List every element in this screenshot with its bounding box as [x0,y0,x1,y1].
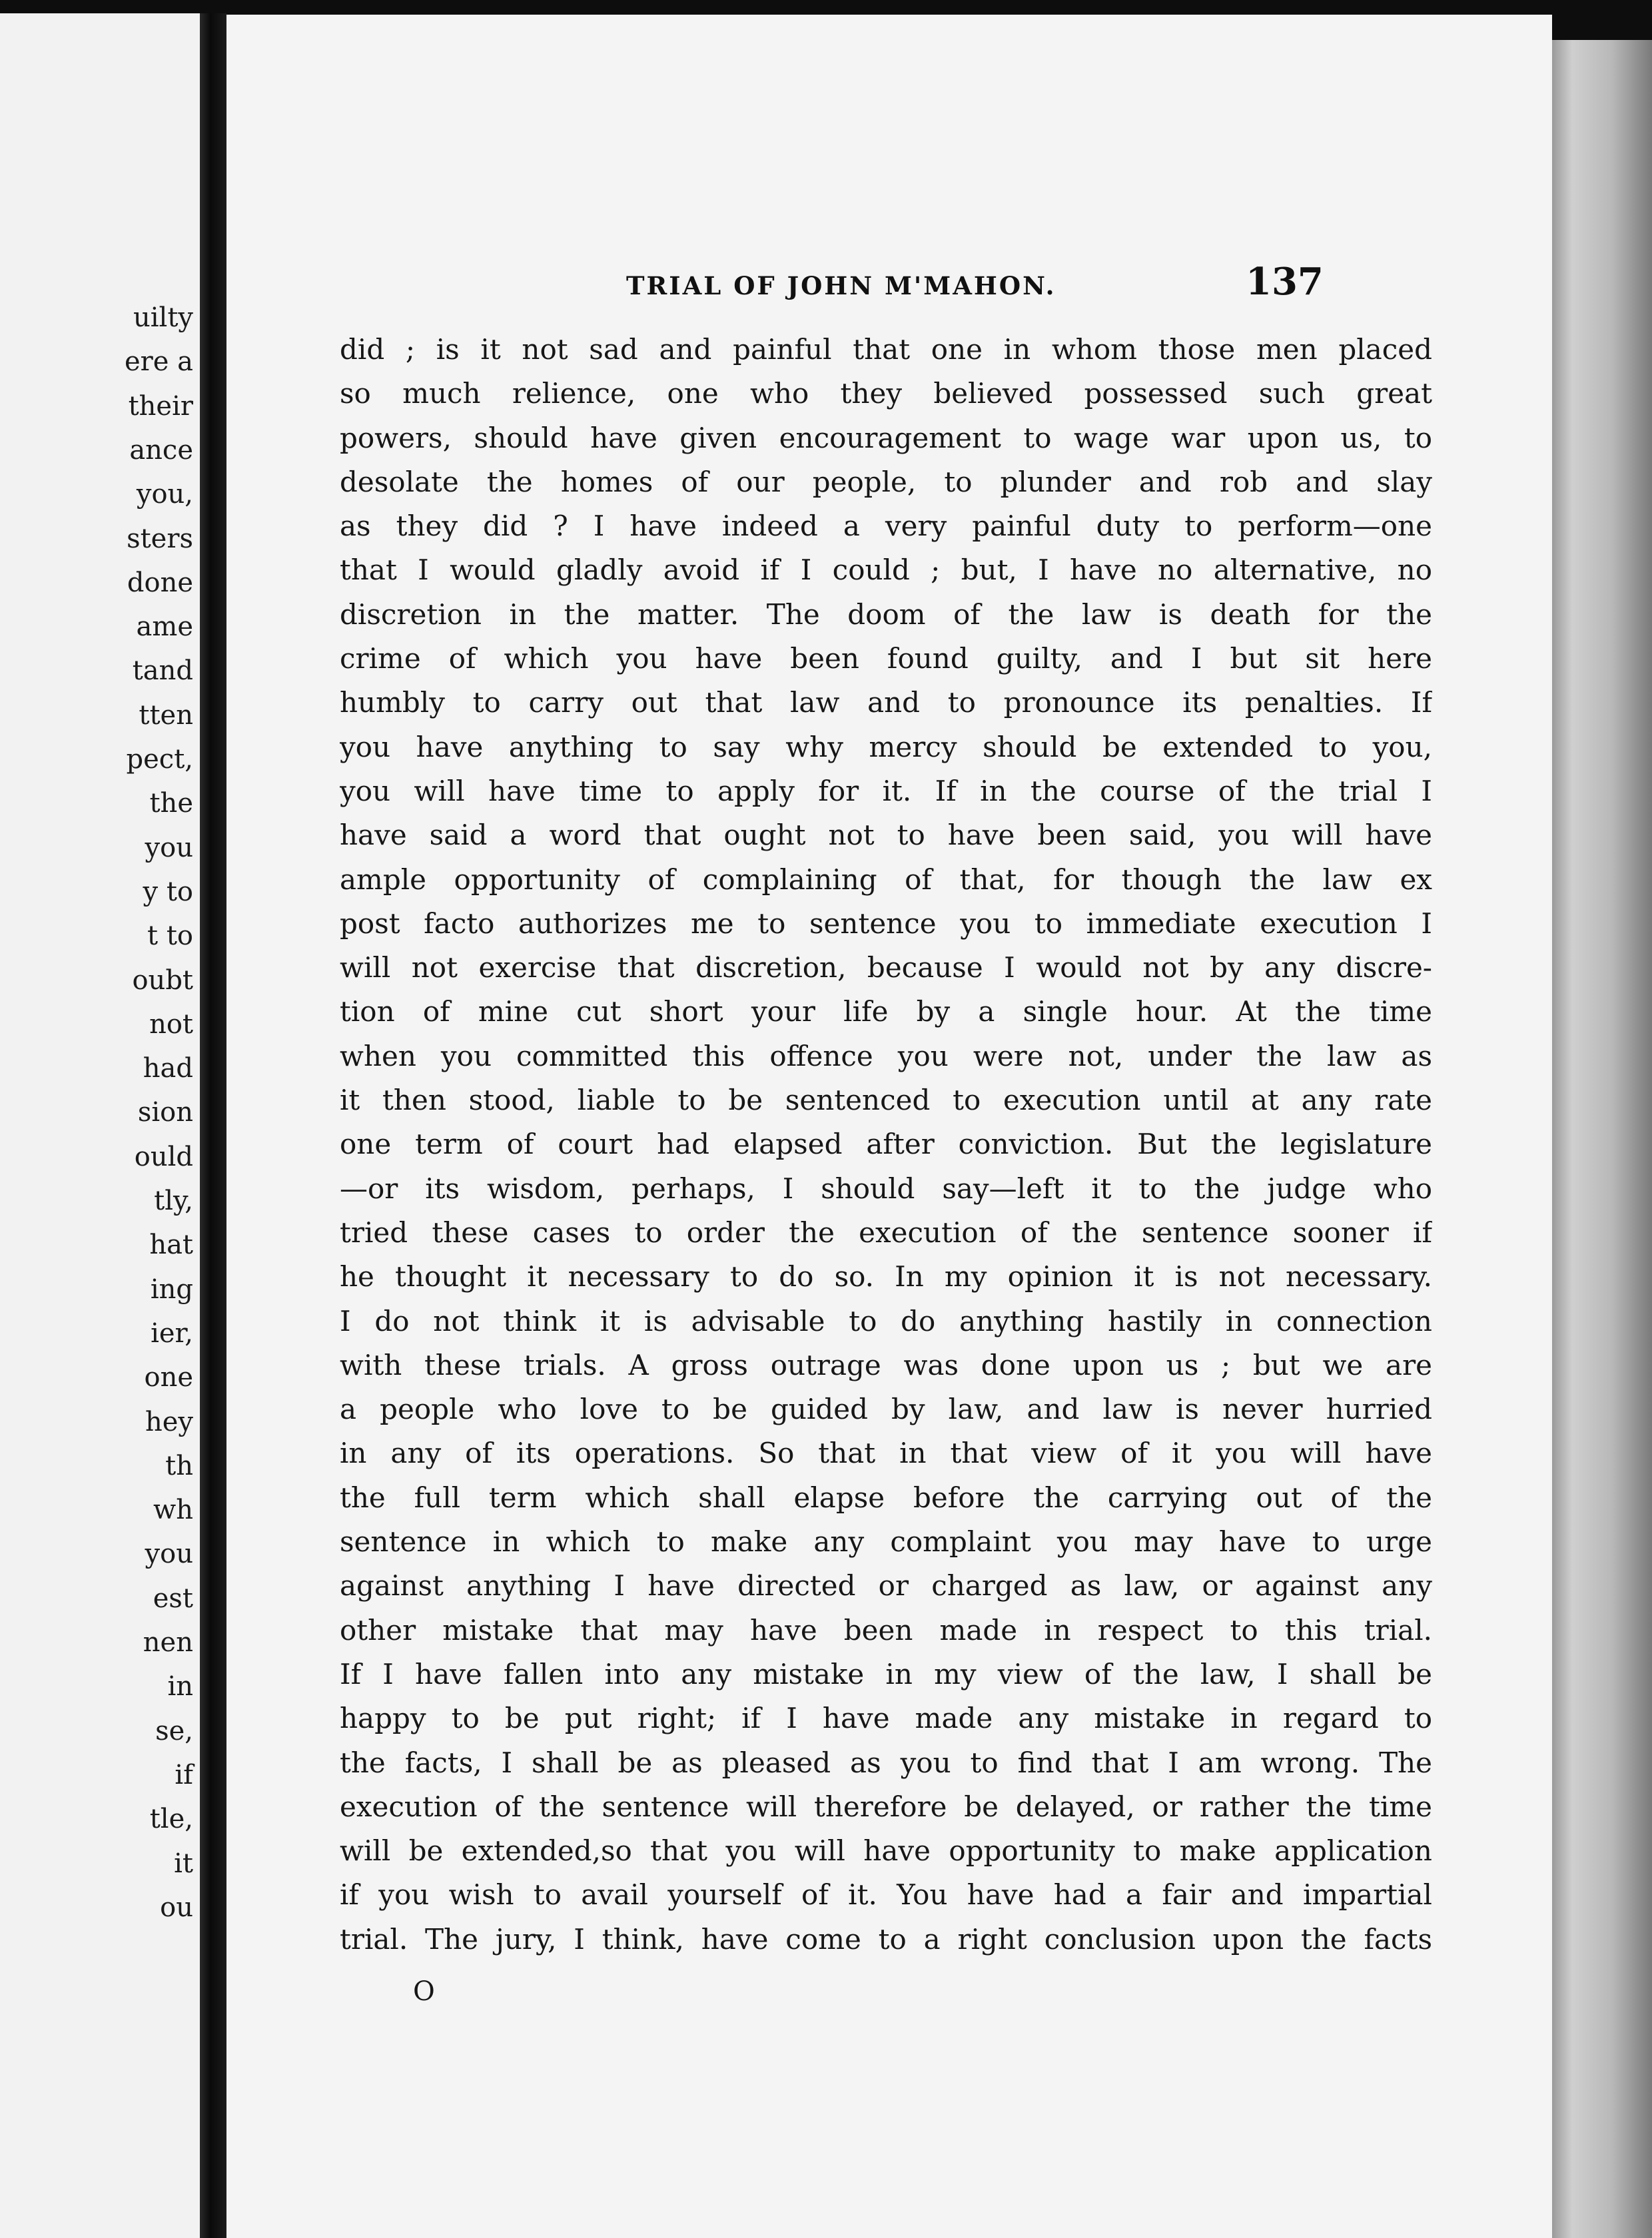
text-line: trial. The jury, I think, have come to a right conclusion upon the facts [340,1922,1432,1956]
facing-text-fragment: th [165,1450,193,1481]
facing-text-fragment: hey [145,1406,193,1437]
facing-text-fragment: sters [127,523,193,554]
facing-text-fragment: the [149,788,193,819]
facing-text-fragment: tten [139,699,193,731]
facing-text-fragment: sion [137,1097,193,1128]
facing-text-fragment: ier, [151,1317,193,1349]
facing-text-fragment: you [145,832,193,863]
facing-text-fragment: est [153,1583,193,1614]
facing-text-fragment: oubt [132,964,193,996]
text-line: that I would gladly avoid if I could ; but, I have no alternative, no [340,554,1432,587]
text-line: If I have fallen into any mistake in my view of the law, I shall be [340,1657,1432,1690]
facing-text-fragment: tand [132,655,193,687]
facing-text-fragment: if [175,1759,193,1790]
text-line: desolate the homes of our people, to plunder and rob and slay [340,465,1432,498]
text-line: —or its wisdom, perhaps, I should say—left it to the judge who [340,1172,1432,1205]
text-line: humbly to carry out that law and to pronounce its penalties. If [340,686,1432,719]
text-line: it then stood, liable to be sentenced to execution until at any rate [340,1084,1432,1117]
page-edge [1552,40,1652,2238]
text-line: ample opportunity of complaining of that, for though the law ex [340,863,1432,896]
text-line: discretion in the matter. The doom of the law is death for the [340,597,1432,631]
signature-mark: O [413,1976,435,2007]
facing-text-fragment: it [174,1848,193,1879]
text-line: when you committed this offence you were not, under the law as [340,1039,1432,1072]
facing-text-fragment: in [167,1671,193,1702]
text-line: the full term which shall elapse before the carrying out of the [340,1481,1432,1514]
text-line: the facts, I shall be as pleased as you to find that I am wrong. The [340,1746,1432,1779]
text-line: post facto authorizes me to sentence you to immediate execution I [340,907,1432,940]
text-line: sentence in which to make any complaint you may have to urge [340,1525,1432,1559]
facing-text-fragment: uilty [133,302,193,333]
text-line: against anything I have directed or charged as law, or against any [340,1569,1432,1603]
text-line: execution of the sentence will therefore be delayed, or rather the time [340,1790,1432,1823]
text-line: in any of its operations. So that in that view of it you will have [340,1437,1432,1470]
facing-text-fragment: se, [155,1715,193,1746]
page-number: 137 [1246,260,1324,304]
text-line: you have anything to say why mercy should be extended to you, [340,730,1432,763]
facing-text-fragment: not [149,1008,193,1040]
text-line: tion of mine cut short your life by a single hour. At the time [340,995,1432,1028]
facing-text-fragment: tly, [154,1186,193,1216]
facing-text-fragment: ame [136,611,193,643]
text-line: tried these cases to order the execution of the sentence sooner if [340,1216,1432,1249]
text-line: if you wish to avail yourself of it. You have had a fair and impartial [340,1878,1432,1912]
text-line: he thought it necessary to do so. In my opinion it is not necessary. [340,1260,1432,1294]
facing-text-fragment: you, [136,479,193,510]
text-line: have said a word that ought not to have been said, you will have [340,819,1432,852]
text-line: will be extended,so that you will have opportunity to make application [340,1834,1432,1868]
facing-text-fragment: one [144,1362,193,1393]
book-page [226,15,1552,2238]
text-line: crime of which you have been found guilty, and I but sit here [340,642,1432,675]
facing-text-fragment: nen [143,1627,193,1658]
facing-text-fragment: pect, [126,744,193,775]
text-line: other mistake that may have been made in respect to this trial. [340,1613,1432,1647]
text-line: a people who love to be guided by law, and law is never hurried [340,1393,1432,1426]
text-line: powers, should have given encouragement to wage war upon us, to [340,421,1432,454]
facing-text-fragment: tle, [149,1804,193,1835]
text-line: so much relience, one who they believed possessed such great [340,377,1432,410]
text-line: will not exercise that discretion, because I would not by any discre- [340,951,1432,984]
facing-text-fragment: ou [160,1892,193,1923]
facing-text-fragment: hat [149,1230,193,1261]
facing-text-fragment: ance [129,434,193,466]
facing-text-fragment: y to [143,876,193,907]
facing-text-fragment: you [145,1539,193,1570]
book-gutter [200,13,226,2238]
text-line: you will have time to apply for it. If in the course of the trial I [340,774,1432,807]
text-line: I do not think it is advisable to do anything hastily in connection [340,1304,1432,1337]
facing-text-fragment: wh [153,1495,193,1526]
facing-text-fragment: ing [150,1274,193,1305]
facing-text-fragment: t to [147,921,193,952]
running-head: TRIAL OF JOHN M'MAHON. [626,271,1056,300]
facing-text-fragment: had [143,1053,193,1084]
body-text [340,328,1432,1962]
facing-text-fragment: ould [134,1141,193,1172]
facing-text-fragment: ere a [124,346,193,378]
facing-page-fragment [0,13,200,2238]
text-line: happy to be put right; if I have made any mistake in regard to [340,1702,1432,1735]
facing-text-fragment: their [128,390,193,422]
facing-text-fragment: done [127,567,193,598]
text-line: one term of court had elapsed after conviction. But the legislature [340,1128,1432,1161]
text-line: as they did ? I have indeed a very painful duty to perform—one [340,510,1432,543]
text-line: did ; is it not sad and painful that one in whom those men placed [340,333,1432,366]
text-line: with these trials. A gross outrage was done upon us ; but we are [340,1348,1432,1381]
